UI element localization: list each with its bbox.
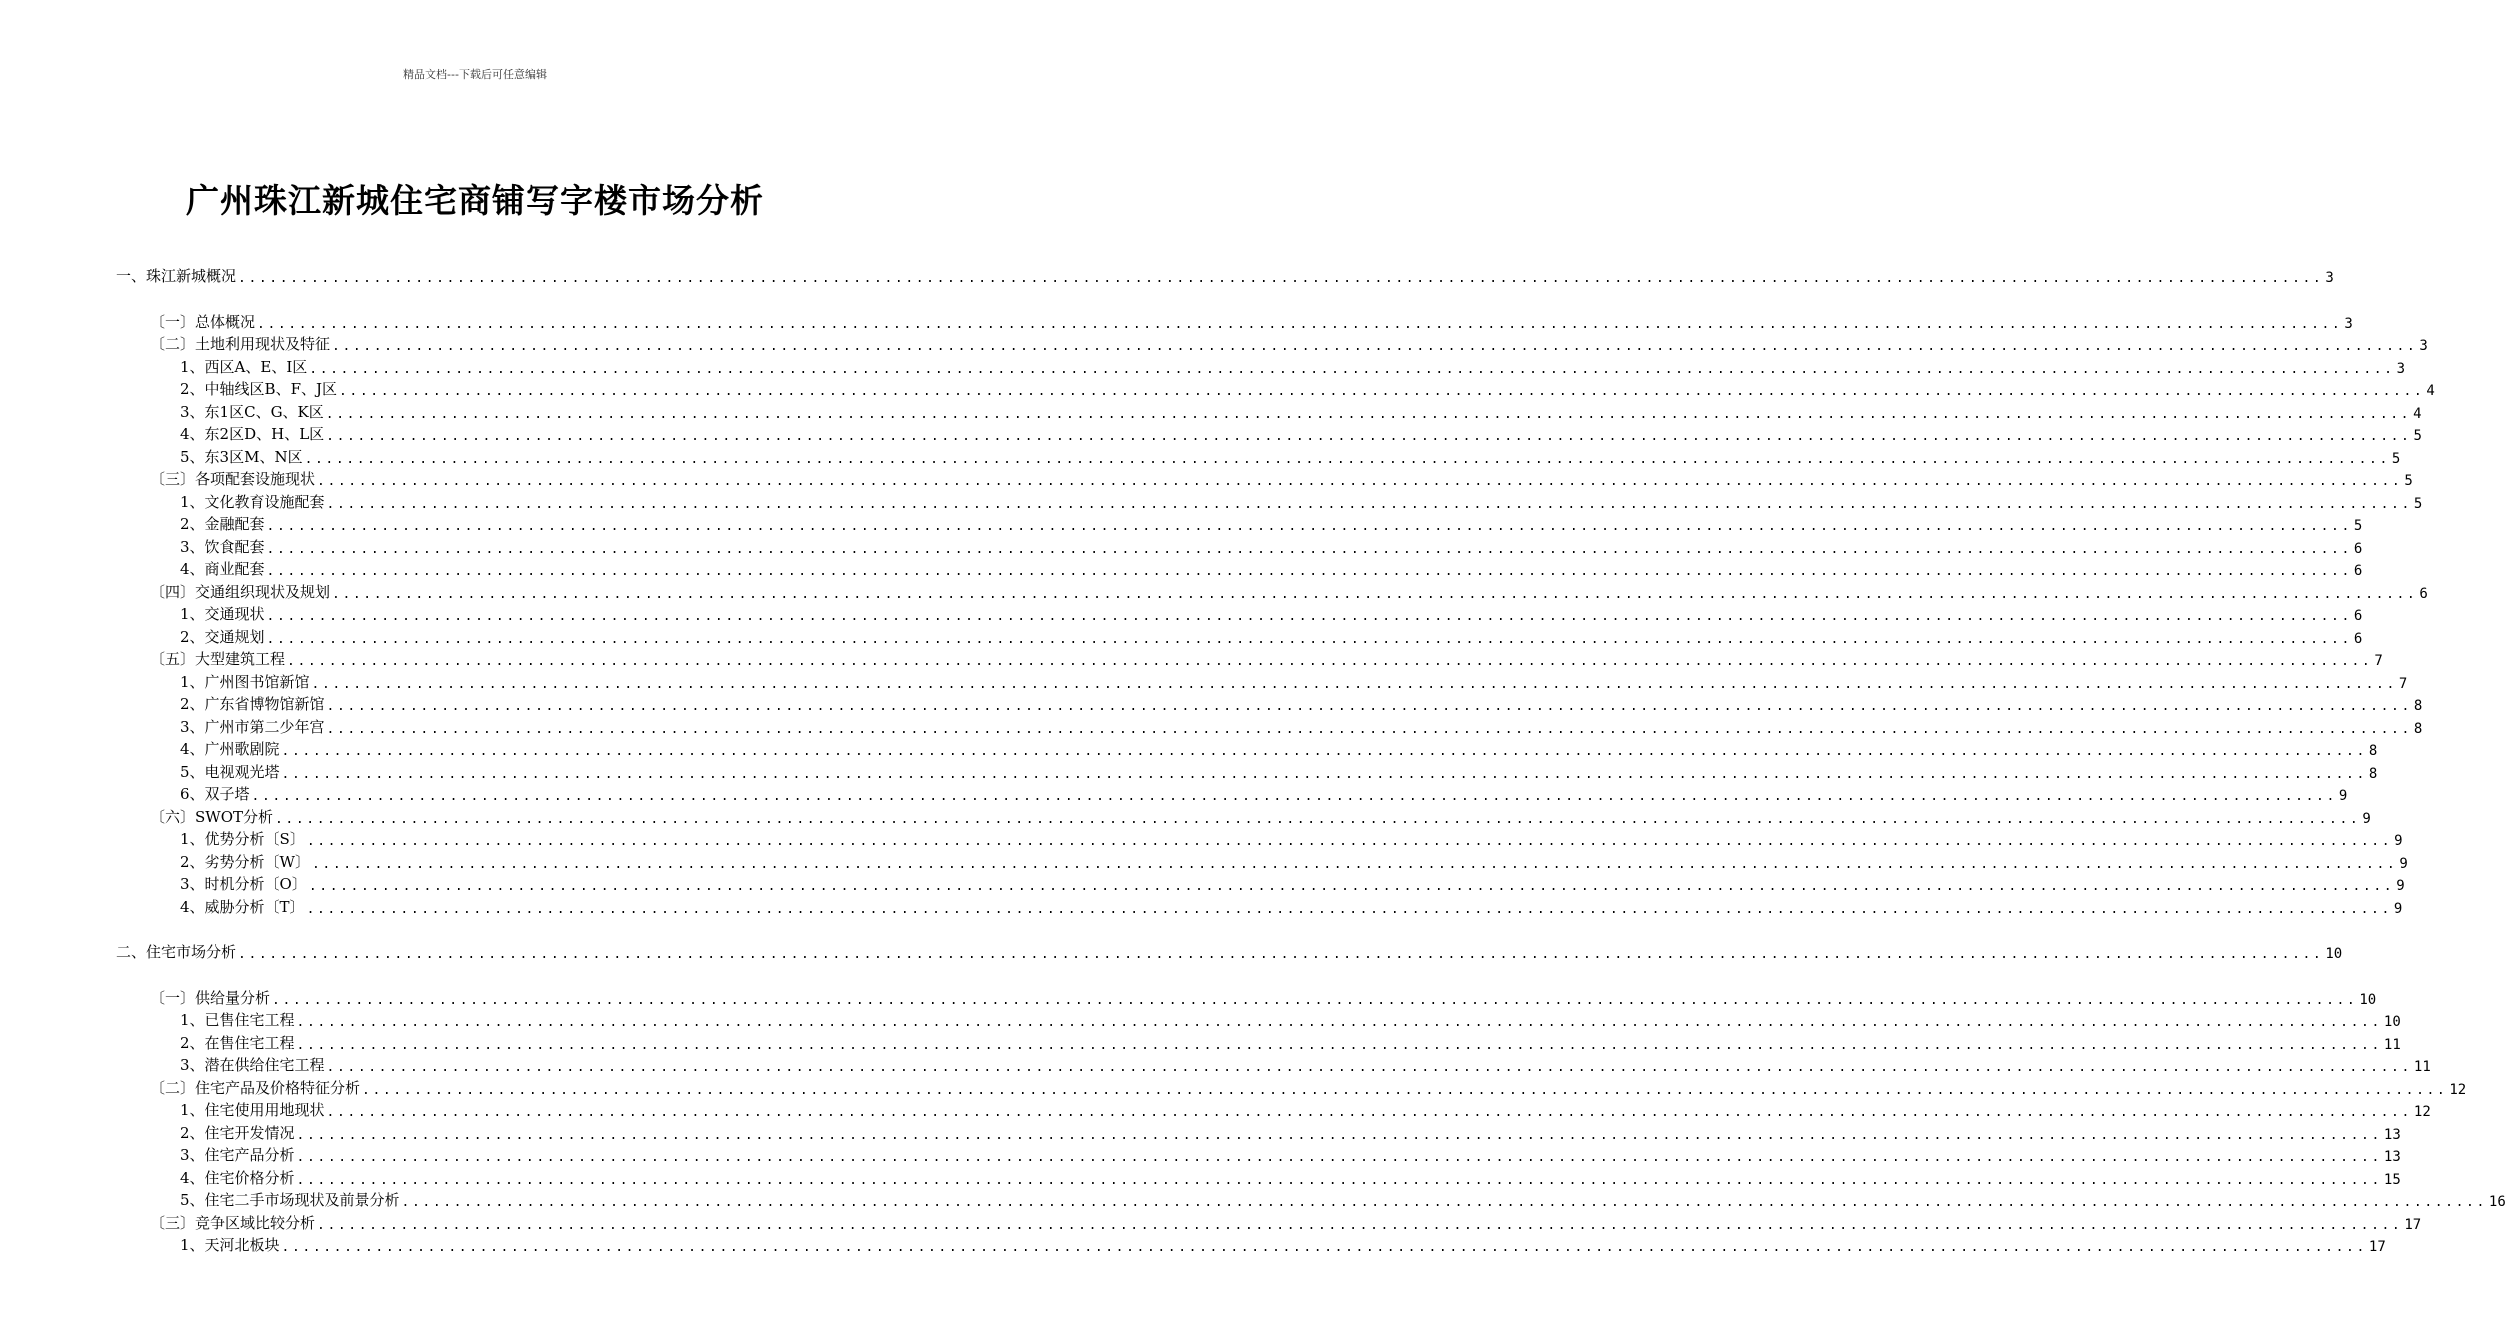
toc-entry-page: 3 [2419,338,2428,354]
toc-entry[interactable] [180,715,2423,737]
toc-entry-page: 15 [2383,1171,2401,1188]
toc-entry[interactable] [180,895,2403,917]
toc-entry-page: 16 [2488,1194,2506,1210]
toc-entry[interactable] [180,445,2401,467]
toc-dot-leader: ........................................................................................................................................................................................................ [325,406,2412,422]
toc-entry-label: 3、潜在供给住宅工程 [180,1056,325,1074]
toc-entry-page: 12 [2449,1081,2467,1098]
toc-entry[interactable] [180,1098,2431,1120]
toc-entry[interactable] [180,490,2423,512]
toc-dot-leader: ........................................................................................................................................................................................................ [304,451,2390,467]
toc-entry-label: 4、威胁分析〔T〕 [180,897,305,916]
toc-entry[interactable] [180,602,2363,624]
toc-entry[interactable] [150,310,2353,332]
toc-entry[interactable] [150,467,2413,489]
toc-entry-label: 2、住宅开发情况 [180,1123,295,1142]
toc-entry-label: 1、已售住宅工程 [180,1011,295,1029]
document-title: 广州珠江新城住宅商铺写字楼市场分析 [186,181,764,220]
toc-entry[interactable] [116,940,2343,962]
toc-entry-label: 〔三〕竞争区域比较分析 [150,1213,316,1232]
toc-dot-leader: ........................................................................................................................................................................................................ [326,721,2412,737]
toc-entry-page: 6 [2353,608,2363,624]
toc-entry-label: 3、东1区C、G、K区 [180,402,324,421]
toc-entry-label: 5、电视观光塔 [180,762,280,781]
toc-entry-page: 17 [2368,1239,2386,1255]
toc-dot-leader: ........................................................................................................................................................................................................ [296,1150,2382,1165]
toc-entry[interactable] [150,1211,2422,1233]
toc-entry-label: 〔一〕供给量分析 [150,988,271,1007]
toc-entry-label: 1、住宅使用用地现状 [180,1101,325,1119]
toc-dot-leader: ........................................................................................................................................................................................................ [266,564,2352,579]
toc-entry-label: 2、中轴线区B、F、J区 [180,380,337,398]
toc-entry[interactable] [180,1233,2386,1255]
toc-entry-label: 〔二〕土地利用现状及特征 [150,335,331,353]
toc-dot-leader: ........................................................................................................................................................................................................ [311,856,2398,872]
toc-entry-page: 9 [2399,855,2408,872]
toc-entry[interactable] [180,670,2408,692]
toc-dot-leader: ........................................................................................................................................................................................................ [281,744,2367,759]
toc-entry-label: 4、商业配套 [180,560,265,578]
toc-entry-page: 10 [2383,1014,2401,1030]
toc-entry-page: 5 [2404,473,2413,489]
toc-entry-page: 7 [2374,653,2383,669]
toc-entry-label: 〔三〕各项配套设施现状 [150,470,316,488]
toc-dot-leader: ........................................................................................................................................................................................................ [317,474,2403,489]
toc-entry[interactable] [150,1076,2467,1098]
toc-entry[interactable] [180,872,2405,894]
toc-entry-page: 3 [2325,270,2334,286]
toc-entry-label: 1、天河北板块 [180,1236,280,1254]
toc-entry[interactable] [180,850,2408,872]
toc-dot-leader: ........................................................................................................................................................................................................ [266,519,2352,534]
page-header: 精品文档---下载后可任意编辑 [403,68,547,81]
toc-entry[interactable] [180,535,2363,557]
toc-entry-page: 5 [2391,450,2401,467]
toc-entry-label: 4、广州歌剧院 [180,740,280,758]
toc-entry-page: 9 [2393,900,2403,917]
toc-entry-page: 13 [2383,1149,2401,1165]
toc-dot-leader: ........................................................................................................................................................................................................ [306,901,2392,917]
toc-entry-page: 12 [2413,1104,2431,1120]
toc-entry[interactable] [150,805,2371,827]
toc-entry-label: 5、住宅二手市场现状及前景分析 [180,1191,400,1209]
toc-entry-label: 2、在售住宅工程 [180,1033,295,1052]
toc-entry[interactable] [180,1166,2401,1188]
toc-entry-page: 8 [2413,698,2423,714]
toc-entry[interactable] [180,1121,2401,1143]
toc-dot-leader: ........................................................................................................................................................................................................ [306,834,2393,849]
toc-entry-label: 〔四〕交通组织现状及规划 [150,582,331,601]
toc-entry[interactable] [180,557,2363,579]
toc-entry-label: 1、优势分析〔S〕 [180,830,305,848]
toc-entry[interactable] [180,737,2378,759]
toc-entry[interactable] [180,1143,2401,1165]
toc-entry[interactable] [150,332,2428,354]
toc-entry-page: 9 [2362,810,2371,827]
toc-dot-leader: ........................................................................................................................................................................................................ [332,339,2418,354]
toc-entry-page: 5 [2413,495,2423,512]
toc-dot-leader: ........................................................................................................................................................................................................ [257,316,2343,332]
toc-entry-label: 3、住宅产品分析 [180,1146,295,1164]
toc-dot-leader: ........................................................................................................................................................................................................ [281,766,2367,782]
toc-entry-page: 11 [2383,1036,2401,1053]
toc-entry[interactable] [180,1188,2506,1210]
toc-entry-label: 2、交通规划 [180,627,265,646]
toc-entry-page: 10 [2359,991,2377,1008]
toc-entry[interactable] [180,1008,2401,1030]
toc-dot-leader: ........................................................................................................................................................................................................ [401,1195,2487,1210]
toc-entry[interactable] [180,1053,2431,1075]
toc-entry-page: 3 [2344,315,2353,332]
toc-dot-leader: ........................................................................................................................................................................................................ [326,699,2412,714]
toc-entry-page: 9 [2394,833,2403,849]
toc-dot-leader: ........................................................................................................................................................................................................ [326,1105,2412,1120]
toc-entry-page: 9 [2396,878,2405,894]
toc-dot-leader: ........................................................................................................................................................................................................ [317,1217,2403,1233]
toc-entry[interactable] [180,377,2435,399]
toc-dot-leader: ........................................................................................................................................................................................................ [362,1082,2448,1098]
toc-entry-label: 1、文化教育设施配套 [180,492,325,511]
toc-entry-page: 8 [2368,743,2378,759]
toc-dot-leader: ........................................................................................................................................................................................................ [326,496,2412,512]
toc-dot-leader: ........................................................................................................................................................................................................ [326,1060,2412,1075]
toc-entry-label: 3、饮食配套 [180,537,265,556]
toc-dot-leader: ........................................................................................................................................................................................................ [339,384,2425,399]
toc-entry[interactable] [180,1031,2401,1053]
toc-entry-page: 11 [2413,1059,2431,1075]
toc-entry[interactable] [180,355,2406,377]
toc-entry-page: 4 [2413,405,2422,422]
toc-entry[interactable] [116,264,2334,286]
toc-dot-leader: ........................................................................................................................................................................................................ [251,789,2337,804]
toc-entry[interactable] [150,986,2377,1008]
toc-entry-label: 〔六〕SWOT分析 [150,807,273,826]
toc-dot-leader: ........................................................................................................................................................................................................ [238,271,2324,286]
toc-entry-page: 6 [2353,630,2363,647]
toc-entry-label: 3、广州市第二少年宫 [180,717,325,736]
toc-entry-page: 3 [2396,360,2406,377]
toc-dot-leader: ........................................................................................................................................................................................................ [287,654,2373,669]
toc-dot-leader: ........................................................................................................................................................................................................ [308,879,2395,894]
toc-entry-page: 5 [2353,518,2363,534]
toc-entry-label: 2、金融配套 [180,515,265,533]
toc-entry-page: 4 [2426,383,2435,399]
toc-dot-leader: ........................................................................................................................................................................................................ [266,609,2352,624]
toc-entry[interactable] [180,422,2422,444]
toc-entry[interactable] [180,625,2363,647]
toc-entry-label: 1、广州图书馆新馆 [180,672,310,691]
toc-entry-label: 3、时机分析〔O〕 [180,875,307,893]
toc-entry-page: 17 [2404,1216,2422,1233]
toc-entry-label: 〔二〕住宅产品及价格特征分析 [150,1078,361,1097]
toc-entry[interactable] [150,580,2428,602]
toc-entry-page: 6 [2419,585,2428,602]
toc-entry-page: 7 [2398,675,2408,692]
toc-dot-leader: ........................................................................................................................................................................................................ [311,676,2397,692]
toc-entry-page: 9 [2338,788,2348,804]
toc-dot-leader: ........................................................................................................................................................................................................ [296,1127,2382,1143]
toc-entry-label: 4、东2区D、H、L区 [180,425,325,443]
toc-dot-leader: ........................................................................................................................................................................................................ [296,1037,2382,1053]
toc-entry-label: 6、双子塔 [180,785,250,803]
toc-dot-leader: ........................................................................................................................................................................................................ [326,429,2412,444]
toc-entry[interactable] [180,760,2378,782]
toc-entry-label: 1、交通现状 [180,605,265,623]
toc-entry-page: 8 [2368,765,2378,782]
toc-entry-page: 5 [2413,428,2422,444]
toc-dot-leader: ........................................................................................................................................................................................................ [332,586,2418,602]
toc-entry-label: 〔五〕大型建筑工程 [150,650,286,668]
toc-entry-page: 8 [2413,720,2423,737]
toc-entry[interactable] [150,647,2383,669]
toc-entry-label: 5、东3区M、N区 [180,447,303,466]
toc-dot-leader: ........................................................................................................................................................................................................ [272,992,2358,1008]
toc-entry[interactable] [180,400,2422,422]
toc-entry-page: 6 [2353,540,2363,557]
toc-entry[interactable] [180,512,2363,534]
toc-entry[interactable] [180,692,2423,714]
toc-entry-label: 〔一〕总体概况 [150,312,256,331]
toc-dot-leader: ........................................................................................................................................................................................................ [275,811,2361,827]
toc-entry-label: 1、西区A、E、I区 [180,357,308,376]
toc-dot-leader: ........................................................................................................................................................................................................ [238,947,2324,962]
toc-entry[interactable] [180,782,2348,804]
toc-entry-label: 二、住宅市场分析 [116,943,237,961]
toc-dot-leader: ........................................................................................................................................................................................................ [266,541,2352,557]
toc-entry-page: 10 [2325,946,2343,962]
toc-entry-label: 2、劣势分析〔W〕 [180,852,310,871]
toc-entry-label: 2、广东省博物馆新馆 [180,695,325,713]
toc-entry-label: 一、珠江新城概况 [116,267,237,285]
toc-entry-label: 4、住宅价格分析 [180,1168,295,1187]
toc-dot-leader: ........................................................................................................................................................................................................ [281,1240,2367,1255]
toc-dot-leader: ........................................................................................................................................................................................................ [296,1015,2382,1030]
toc-entry[interactable] [180,827,2403,849]
toc-entry-page: 13 [2383,1126,2401,1143]
toc-dot-leader: ........................................................................................................................................................................................................ [296,1172,2382,1188]
toc-entry-page: 6 [2353,563,2363,579]
toc-dot-leader: ........................................................................................................................................................................................................ [266,631,2352,647]
toc-dot-leader: ........................................................................................................................................................................................................ [309,361,2395,377]
